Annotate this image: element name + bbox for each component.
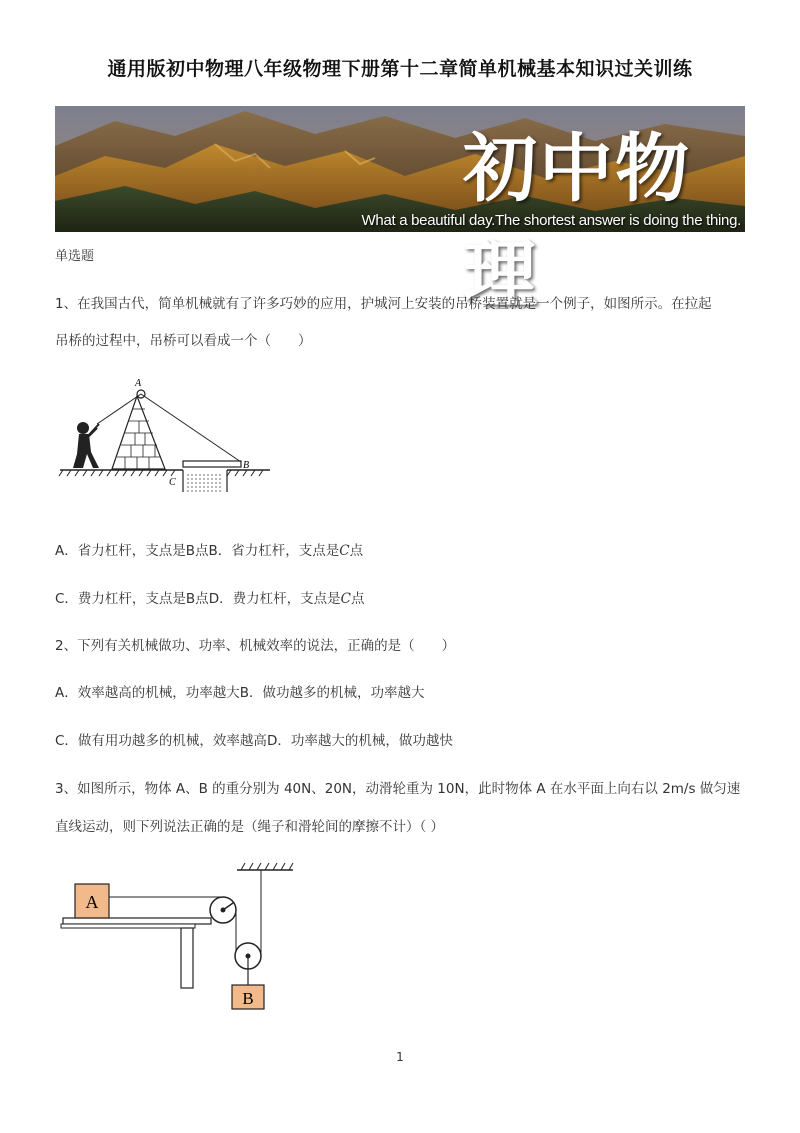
label-c: C (169, 477, 176, 488)
label-a: A (135, 378, 142, 389)
option-1d[interactable]: D．费力杠杆，支点是C点 (208, 591, 365, 607)
label-b: B (243, 460, 250, 471)
question-1-line-1: 1、在我国古代，简单机械就有了许多巧妙的应用，护城河上安装的吊桥装置就是一个例子，如图所示。在拉起 (55, 296, 712, 312)
drawbridge-figure (55, 372, 275, 492)
block-a-label: A (85, 892, 99, 912)
pulley-figure (55, 858, 305, 1014)
option-1b[interactable]: B．省力杠杆，支点是C点 (208, 543, 364, 559)
page-title: 通用版初中物理八年级物理下册第十二章简单机械基本知识过关训练 (107, 58, 693, 80)
question-2-options-row-1 (55, 681, 425, 701)
question-1-options-row-2 (55, 587, 364, 607)
question-2-line-1: 2、下列有关机械做功、功率、机械效率的说法，正确的是（ ） (55, 638, 456, 654)
option-2d[interactable]: D．功率越大的机械，做功越快 (266, 733, 453, 749)
question-3-line-2: 直线运动，则下列说法正确的是（绳子和滑轮间的摩擦不计）（ ） (55, 819, 445, 835)
person-figure (73, 422, 99, 468)
question-1-options-row-1 (55, 539, 363, 559)
option-2a[interactable]: A．效率越高的机械，功率越大 (55, 685, 240, 701)
option-2b[interactable]: B．做功越多的机械，功率越大 (239, 685, 425, 701)
page-number: 1 (396, 1050, 404, 1064)
section-label: 单选题 (55, 249, 95, 264)
banner-title: 初中物理 (463, 126, 691, 318)
question-2-options-row-2 (55, 729, 453, 749)
question-3-line-1: 3、如图所示，物体 A、B 的重分别为 40N、20N，动滑轮重为 10N，此时物体 A 在水平面上向右以 2m/s 做匀速 (55, 781, 741, 797)
option-1c[interactable]: C．费力杠杆，支点是B点 (55, 591, 209, 607)
banner-subtitle: What a beautiful day.The shortest answer is doing the thing. (361, 212, 741, 229)
option-2c[interactable]: C．做有用功越多的机械，效率越高 (55, 733, 267, 749)
block-b-label: B (242, 989, 254, 1008)
question-1-line-2: 吊桥的过程中，吊桥可以看成一个（ ） (55, 333, 312, 349)
option-1a[interactable]: A．省力杠杆，支点是B点 (55, 543, 209, 559)
